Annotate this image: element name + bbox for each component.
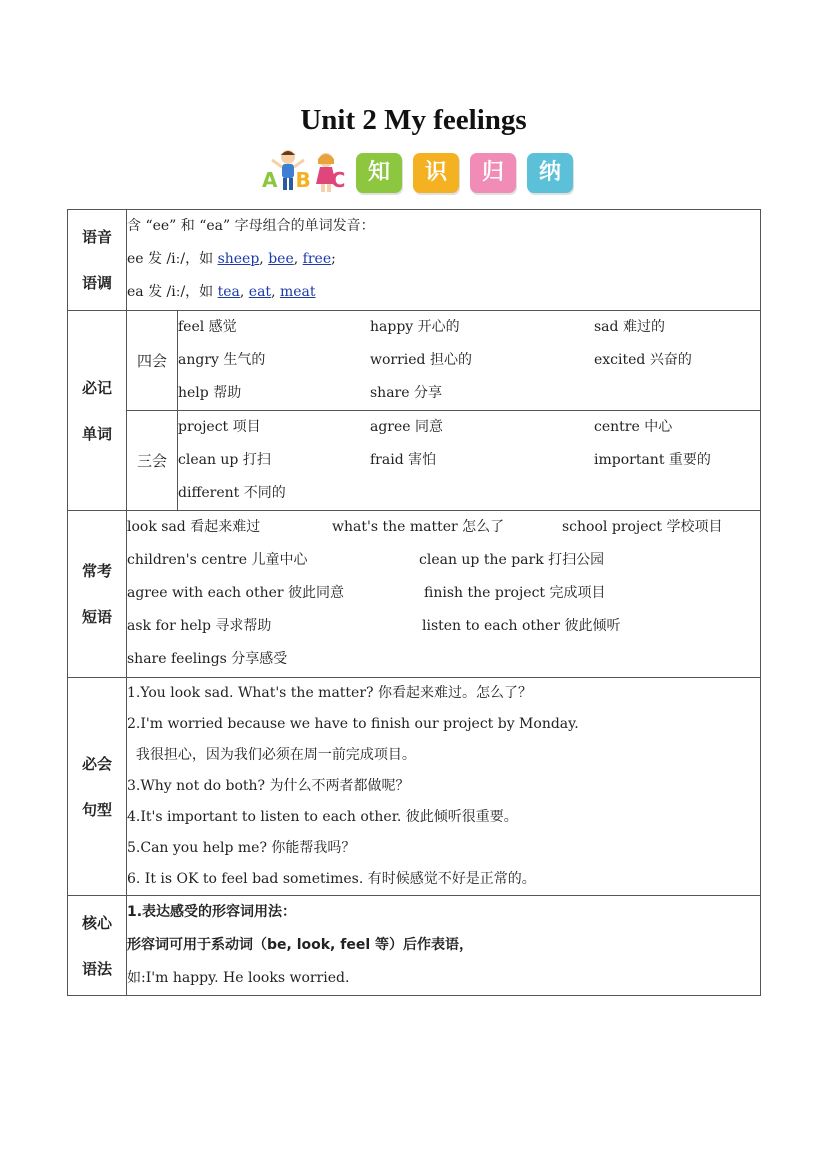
ee-prefix: ee 发 /iː/，如	[127, 251, 218, 267]
four-row-2	[178, 344, 760, 377]
phrase-item: what's the matter 怎么了	[332, 519, 505, 535]
sentence-line: 3.Why not do both? 为什么不两者都做呢？	[127, 778, 410, 794]
vocab-four-row	[68, 311, 761, 411]
banner-tile-na: 纳	[527, 153, 573, 193]
phrase-row-1	[127, 511, 760, 544]
word-item: fraid 害怕	[370, 452, 437, 468]
word-tea: tea	[217, 284, 240, 300]
word-item: centre 中心	[594, 419, 673, 435]
grammar-label-line2: 语法	[81, 959, 112, 978]
word-item: help 帮助	[178, 385, 242, 401]
phrase-row-3	[127, 577, 760, 610]
sentences-label-line2: 句型	[81, 800, 112, 819]
four-words	[178, 311, 761, 411]
phrases-label-line1: 常考	[81, 562, 112, 580]
word-sheep: sheep	[217, 251, 260, 267]
grammar-heading: 1.表达感受的形容词用法：	[127, 904, 297, 920]
phrase-row-5	[127, 643, 760, 676]
word-item: share 分享	[370, 385, 442, 401]
four-row-3	[178, 377, 760, 410]
phonics-label-line1: 语音	[81, 228, 112, 246]
phrases-label	[68, 511, 127, 678]
vocab-three-row	[68, 411, 761, 511]
sentence-translation: 我很担心，因为我们必须在周一前完成项目。	[127, 747, 416, 763]
phrases-label-line2: 短语	[81, 608, 112, 626]
three-row-2	[178, 444, 760, 477]
summary-table	[67, 209, 761, 996]
word-meat: meat	[279, 284, 316, 300]
phrases-content	[127, 511, 761, 678]
word-item: different 不同的	[178, 485, 286, 501]
phrases-row	[68, 511, 761, 678]
banner-tile-shi: 识	[413, 153, 459, 193]
ee-end: ;	[331, 251, 336, 267]
grammar-label-line1: 核心	[81, 913, 112, 932]
grammar-rule: 形容词可用于系动词（be, look, feel 等）后作表语，	[127, 937, 473, 953]
word-item: agree 同意	[370, 419, 444, 435]
sentences-content	[127, 678, 761, 896]
phonics-content	[127, 210, 761, 311]
word-item: sad 难过的	[594, 319, 665, 335]
sentence-line: 2.I'm worried because we have to finish our project by Monday.	[127, 716, 579, 732]
ea-prefix: ea 发 /iː/，如	[127, 284, 218, 300]
sentence-line: 1.You look sad. What's the matter? 你看起来难过。怎么了？	[127, 685, 532, 701]
phonics-label-line2: 语调	[81, 274, 112, 292]
sentence-line: 6. It is OK to feel bad sometimes. 有时候感觉不好是正常的。	[127, 871, 536, 887]
word-free: free	[302, 251, 332, 267]
phonics-intro: 含 “ee” 和 “ea” 字母组合的单词发音：	[127, 218, 375, 234]
abc-letters	[262, 168, 345, 192]
word-bee: bee	[268, 251, 294, 267]
phrase-row-2	[127, 544, 760, 577]
word-item: important 重要的	[594, 452, 711, 468]
four-row-1	[178, 311, 760, 344]
word-item: worried 担心的	[370, 352, 472, 368]
phrase-row-4	[127, 610, 760, 643]
sentence-line: 4.It's important to listen to each other. 彼此倾听很重要。	[127, 809, 518, 825]
phrase-item: agree with each other 彼此同意	[127, 585, 345, 601]
word-item: excited 兴奋的	[594, 352, 692, 368]
phonics-ee-line: ee 发 /iː/，如 sheep, bee, free;	[127, 251, 336, 267]
grammar-example: 如:I'm happy. He looks worried.	[127, 970, 350, 986]
page-title: Unit 2 My feelings	[300, 104, 527, 136]
phrase-item: finish the project 完成项目	[424, 585, 606, 601]
four-label: 四会	[127, 311, 178, 411]
word-item: feel 感觉	[178, 319, 237, 335]
phrase-item: ask for help 寻求帮助	[127, 618, 272, 634]
three-row-3	[178, 477, 760, 510]
sentences-row	[68, 678, 761, 896]
word-item: clean up 打扫	[178, 452, 271, 468]
word-item: project 项目	[178, 419, 261, 435]
banner-tile-zhi: 知	[356, 153, 402, 193]
grammar-content	[127, 896, 761, 996]
three-row-1	[178, 411, 760, 444]
vocab-label	[68, 311, 127, 511]
grammar-row	[68, 896, 761, 996]
vocab-label-line1: 必记	[81, 378, 112, 397]
vocab-label-line2: 单词	[81, 424, 112, 443]
grammar-label	[68, 896, 127, 996]
phrase-item: listen to each other 彼此倾听	[422, 618, 621, 634]
phonics-label	[68, 210, 127, 311]
phrase-item: children's centre 儿童中心	[127, 552, 308, 568]
phrase-item: look sad 看起来难过	[127, 519, 261, 535]
letter-a: A	[262, 168, 278, 192]
sentence-line: 5.Can you help me? 你能帮我吗？	[127, 840, 356, 856]
phrase-item: share feelings 分享感受	[127, 651, 288, 667]
phonics-row	[68, 210, 761, 311]
word-item: angry 生气的	[178, 352, 266, 368]
title-banner	[258, 148, 578, 196]
phonics-ea-line: ea 发 /iː/，如 tea, eat, meat	[127, 284, 316, 300]
letter-c: C	[330, 168, 346, 192]
phrase-item: school project 学校项目	[562, 519, 723, 535]
phrase-item: clean up the park 打扫公园	[419, 552, 605, 568]
banner-tile-gui: 归	[470, 153, 516, 193]
sentences-label-line1: 必会	[81, 754, 112, 773]
three-words	[178, 411, 761, 511]
letter-b: B	[295, 168, 311, 192]
three-label: 三会	[127, 411, 178, 511]
word-item: happy 开心的	[370, 319, 460, 335]
sentences-label	[68, 678, 127, 896]
word-eat: eat	[248, 284, 272, 300]
